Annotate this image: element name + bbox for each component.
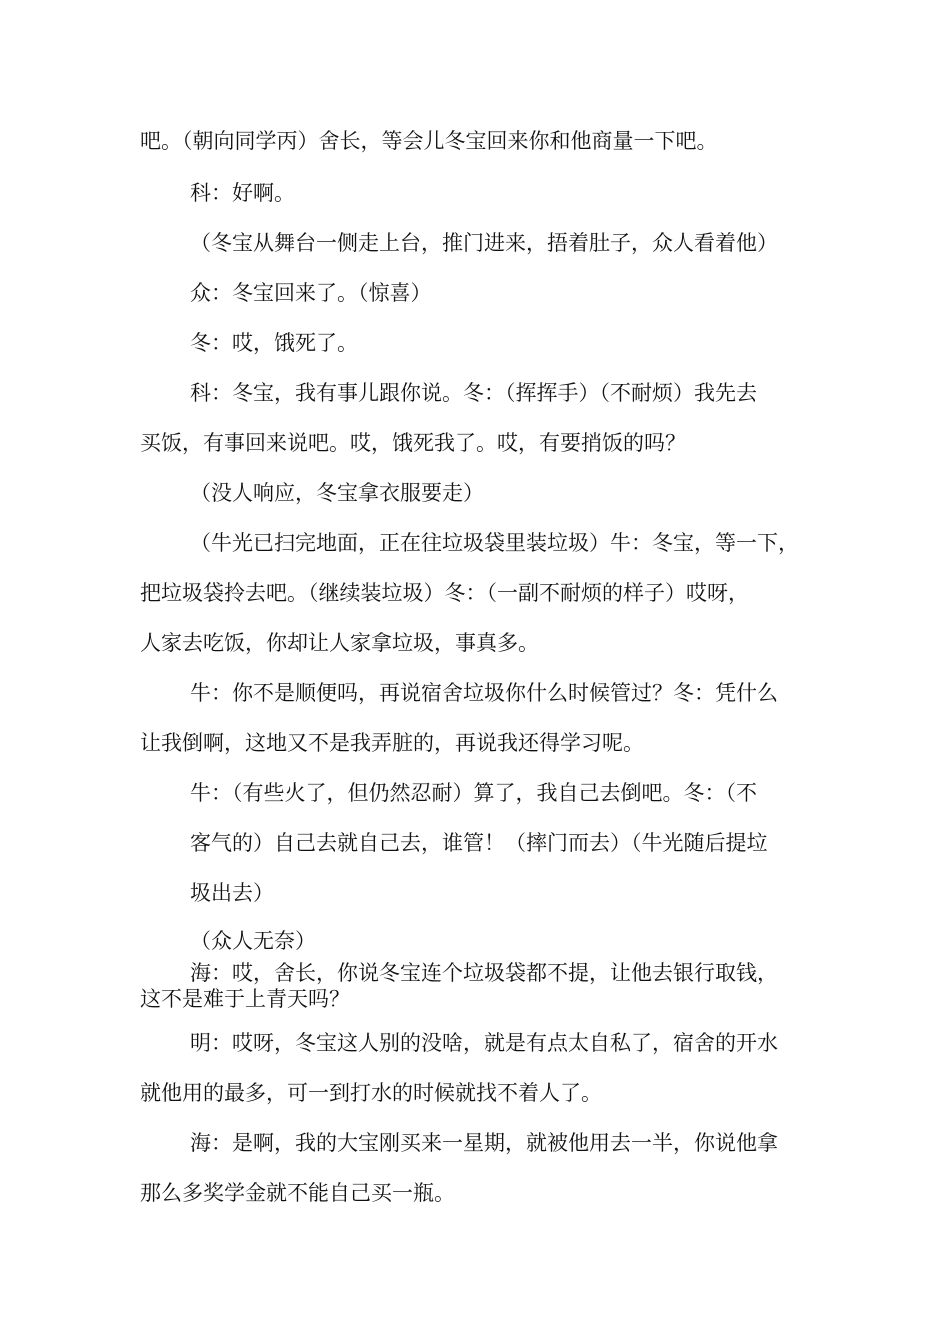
text-line: 那么多奖学金就不能自己买一瓶。 <box>140 1181 455 1205</box>
text-line: 明：哎呀，冬宝这人别的没啥，就是有点太自私了，宿舍的开水 <box>190 1031 778 1055</box>
text-line: 牛：（有些火了，但仍然忍耐）算了，我自己去倒吧。冬：（不 <box>190 781 757 805</box>
text-line: 让我倒啊，这地又不是我弄脏的，再说我还得学习呢。 <box>140 731 644 755</box>
text-line: 客气的）自己去就自己去，谁管！（摔门而去）（牛光随后提垃 <box>190 831 768 855</box>
text-line: 海：哎，舍长，你说冬宝连个垃圾袋都不提，让他去银行取钱， <box>190 961 778 985</box>
text-line: 人家去吃饭，你却让人家拿垃圾，事真多。 <box>140 631 539 655</box>
text-line: 这不是难于上青天吗？ <box>140 987 350 1011</box>
text-line: 牛：你不是顺便吗，再说宿舍垃圾你什么时候管过？冬：凭什么 <box>190 681 778 705</box>
text-line: 就他用的最多，可一到打水的时候就找不着人了。 <box>140 1081 602 1105</box>
text-line: 吧。（朝向同学丙）舍长，等会儿冬宝回来你和他商量一下吧。 <box>140 129 718 153</box>
text-line: （冬宝从舞台一侧走上台，推门进来，捂着肚子，众人看着他） <box>190 231 778 255</box>
text-line: 圾出去） <box>190 881 274 905</box>
text-line: 冬：哎，饿死了。 <box>190 331 358 355</box>
text-line: 众：冬宝回来了。（惊喜） <box>190 281 432 305</box>
text-line: （没人响应，冬宝拿衣服要走） <box>190 481 484 505</box>
text-line: 买饭，有事回来说吧。哎，饿死我了。哎，有要捎饭的吗？ <box>140 431 686 455</box>
text-line: 科：好啊。 <box>190 181 295 205</box>
text-line: （众人无奈） <box>190 929 316 953</box>
text-line: （牛光已扫完地面，正在往垃圾袋里装垃圾）牛：冬宝，等一下， <box>190 531 799 555</box>
text-line: 科：冬宝，我有事儿跟你说。冬：（挥挥手）（不耐烦）我先去 <box>190 381 757 405</box>
text-line: 海：是啊，我的大宝刚买来一星期，就被他用去一半，你说他拿 <box>190 1131 778 1155</box>
text-line: 把垃圾袋拎去吧。（继续装垃圾）冬：（一副不耐烦的样子）哎呀， <box>140 581 749 605</box>
